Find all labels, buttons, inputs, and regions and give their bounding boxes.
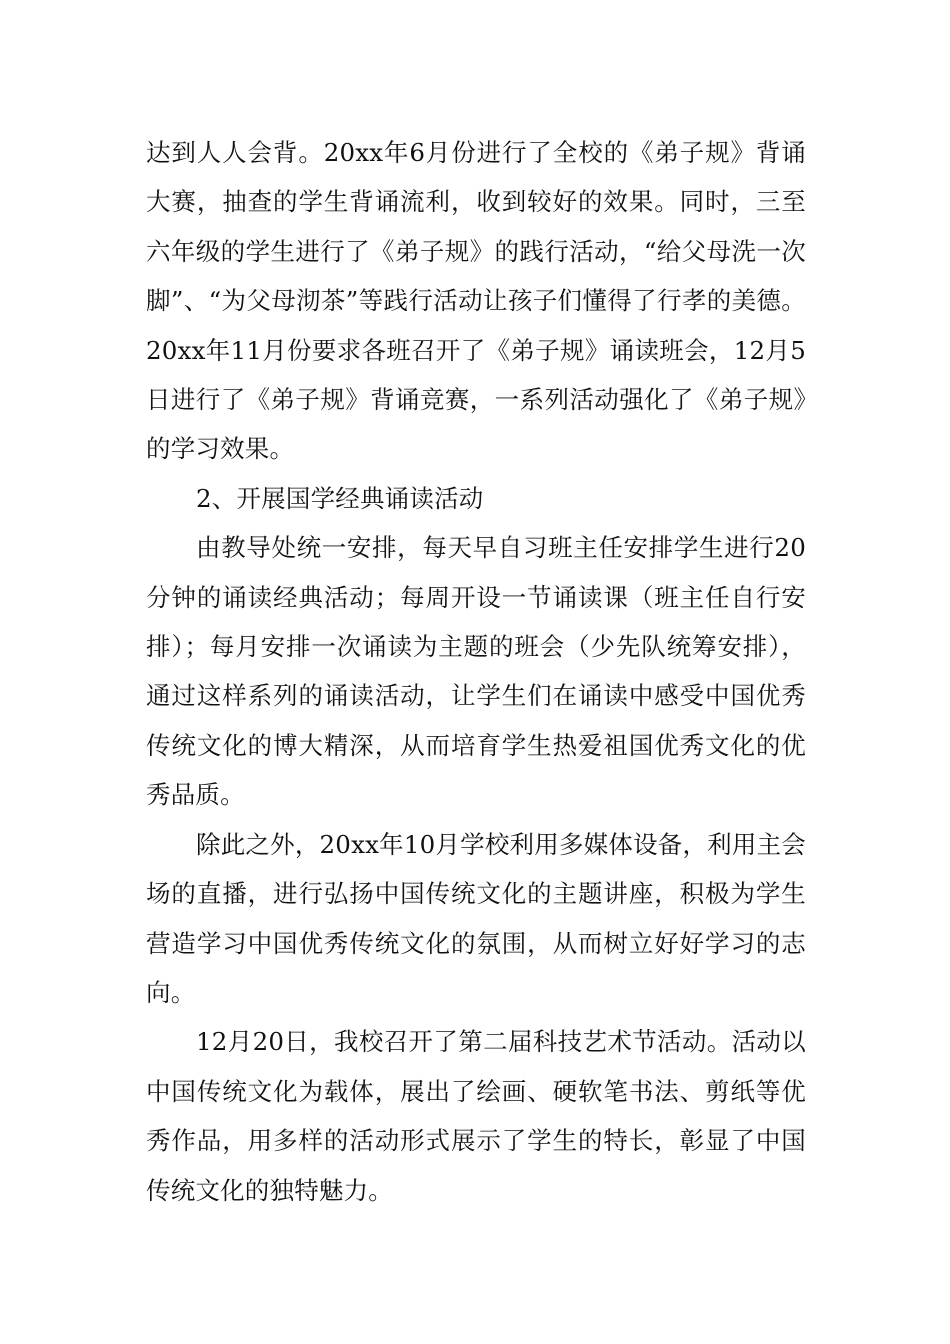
paragraph-4: 除此之外，20xx年10月学校利用多媒体设备，利用主会场的直播，进行弘扬中国传统文化的主题讲座，积极为学生营造学习中国优秀传统文化的氛围，从而树立好好学习的志向。 — [146, 829, 806, 1007]
paragraph-5: 12月20日，我校召开了第二届科技艺术节活动。活动以中国传统文化为载体，展出了绘画、硬软笔书法、剪纸等优秀作品，用多样的活动形式展示了学生的特长，彰显了中国传统文化的独特魅力。 — [146, 1027, 806, 1205]
document-body — [146, 128, 806, 1215]
paragraph-1: 达到人人会背。20xx年6月份进行了全校的《弟子规》背诵大赛，抽查的学生背诵流利，收到较好的效果。同时，三至六年级的学生进行了《弟子规》的践行活动，“给父母洗一次脚”、“为父母沏茶”等践行活动让孩子们懂得了行孝的美德。20xx年11月份要求各班召开了《弟子规》诵读班会，12月5日进行了《弟子规》背诵竞赛，一系列活动强化了《弟子规》的学习效果。 — [146, 138, 806, 464]
section-heading-2: 2、开展国学经典诵读活动 — [196, 483, 484, 513]
paragraph-3: 由教导处统一安排，每天早自习班主任安排学生进行20分钟的诵读经典活动；每周开设一节诵读课（班主任自行安排）；每月安排一次诵读为主题的班会（少先队统筹安排），通过这样系列的诵读活动，让学生们在诵读中感受中国优秀传统文化的博大精深，从而培育学生热爱祖国优秀文化的优秀品质。 — [146, 533, 806, 810]
